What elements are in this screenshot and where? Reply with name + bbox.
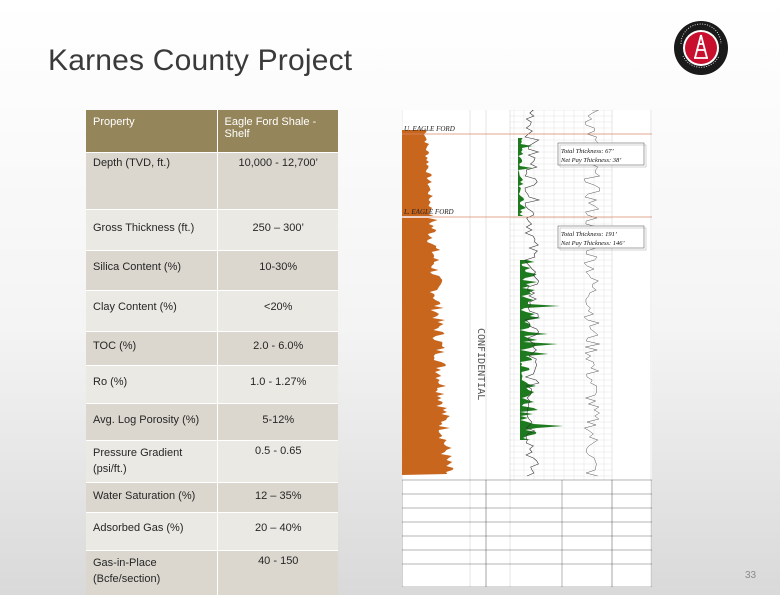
upper-callout-line2: Net Pay Thickness: 38’ (561, 157, 622, 164)
property-cell: Depth (TVD, ft.) (86, 153, 217, 210)
confidential-stamp: CONFIDENTIAL (475, 328, 486, 401)
value-cell: 10-30% (217, 251, 338, 291)
table-header-row (86, 110, 338, 153)
table-row (86, 441, 338, 483)
value-cell: 5-12% (217, 404, 338, 441)
table-row (86, 513, 338, 551)
property-cell: Adsorbed Gas (%) (86, 513, 217, 551)
lower-eagle-ford-label: L. EAGLE FORD (404, 208, 454, 216)
table-row (86, 366, 338, 404)
property-cell: Silica Content (%) (86, 251, 217, 291)
table-row (86, 404, 338, 441)
value-cell: 250 – 300’ (217, 210, 338, 251)
lower-callout (558, 226, 646, 250)
value-cell: 20 – 40% (217, 513, 338, 551)
table-row (86, 483, 338, 513)
property-cell: TOC (%) (86, 332, 217, 366)
upper-callout-line1: Total Thickness: 67’ (561, 148, 614, 155)
property-cell: Avg. Log Porosity (%) (86, 404, 217, 441)
column-header-property: Property (86, 110, 217, 153)
property-cell: Ro (%) (86, 366, 217, 404)
value-cell: 1.0 - 1.27% (217, 366, 338, 404)
property-cell: Pressure Gradient (psi/ft.) (86, 441, 217, 483)
company-logo (673, 20, 729, 76)
value-cell: 40 - 150 (217, 551, 338, 595)
property-cell: Gross Thickness (ft.) (86, 210, 217, 251)
table-row (86, 551, 338, 595)
value-cell: 2.0 - 6.0% (217, 332, 338, 366)
lower-callout-line1: Total Thickness: 191’ (561, 231, 618, 238)
page-number: 33 (745, 570, 757, 581)
property-cell: Water Saturation (%) (86, 483, 217, 513)
column-header-value: Eagle Ford Shale - Shelf (217, 110, 338, 153)
value-cell: <20% (217, 291, 338, 332)
upper-callout (558, 143, 646, 167)
page-title: Karnes County Project (48, 44, 353, 77)
well-log-graphic (402, 110, 652, 587)
oil-derrick-icon (673, 20, 729, 76)
upper-eagle-ford-label: U. EAGLE FORD (404, 125, 455, 133)
table-row (86, 153, 338, 210)
table-row (86, 291, 338, 332)
table-row (86, 251, 338, 291)
property-cell: Gas-in-Place (Bcfe/section) (86, 551, 217, 595)
value-cell: 0.5 - 0.65 (217, 441, 338, 483)
value-cell: 10,000 - 12,700’ (217, 153, 338, 210)
value-cell: 12 – 35% (217, 483, 338, 513)
table-row (86, 210, 338, 251)
table-row (86, 332, 338, 366)
gamma-ray-fill-lower (402, 218, 454, 475)
property-cell: Clay Content (%) (86, 291, 217, 332)
properties-table (86, 110, 338, 595)
gamma-ray-fill-upper (402, 130, 434, 216)
lower-callout-line2: Net Pay Thickness: 146’ (561, 240, 625, 247)
well-log-image (402, 110, 652, 587)
log-header-legend (402, 480, 652, 587)
